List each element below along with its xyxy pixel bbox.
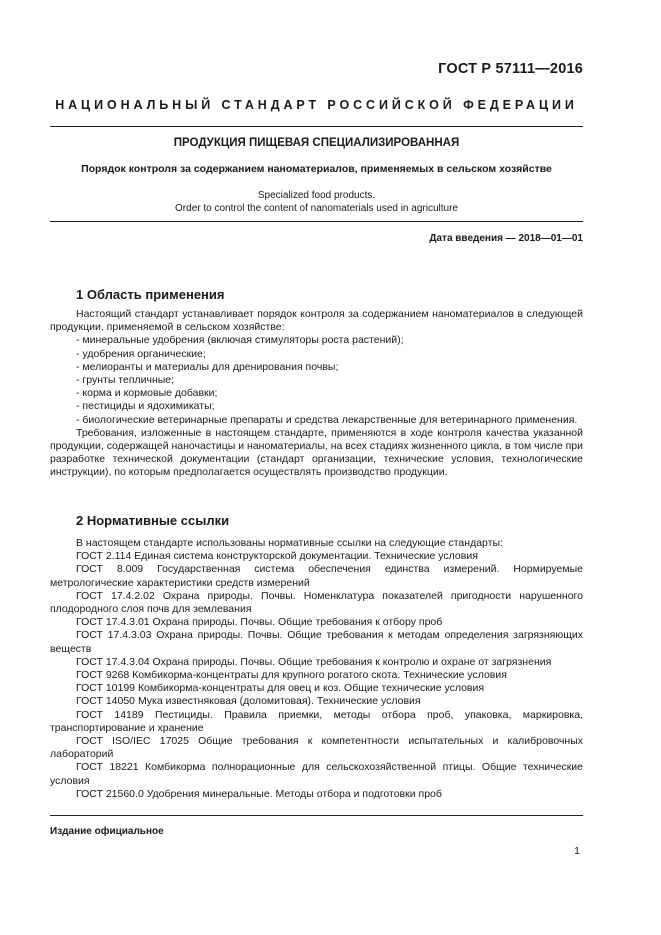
document-subtitle: Порядок контроля за содержанием наноматериалов, применяемых в сельском хозяйстве (81, 163, 552, 175)
normative-reference: ГОСТ 9268 Комбикорма-концентраты для крупного рогатого скота. Технические условия (76, 669, 507, 682)
normative-reference: ГОСТ 17.4.3.03 Охрана природы. Почвы. Общие требования к методам определения загрязняющих веществ (50, 629, 583, 655)
normative-reference: ГОСТ 2.114 Единая система конструкторской документации. Технические условия (76, 550, 478, 563)
section-1-list-item: - минеральные удобрения (включая стимуляторы роста растений); (76, 334, 404, 347)
section-1-list-item: - удобрения органические; (76, 347, 206, 360)
section-2-paragraph: В настоящем стандарте использованы нормативные ссылки на следующие стандарты: (76, 537, 503, 549)
section-1-list-item: - мелиоранты и материалы для дренирования почвы; (76, 360, 339, 373)
normative-reference: ГОСТ 17.4.3.01 Охрана природы. Почвы. Общие требования к отбору проб (76, 616, 443, 629)
normative-reference: ГОСТ 14050 Мука известняковая (доломитовая). Технические условия (76, 695, 421, 708)
normative-reference: ГОСТ 8.009 Государственная система обеспечения единства измерений. Нормируемые метрологические характеристики средств измерений (50, 563, 583, 589)
normative-reference: ГОСТ ISO/IEC 17025 Общие требования к компетентности испытательных и калибровочных лабораторий (50, 735, 583, 761)
english-title-line-1: Specialized food products. (257, 190, 376, 201)
normative-reference: ГОСТ 14189 Пестициды. Правила приемки, методы отбора проб, упаковка, маркировка, транспортирование и хранение (50, 708, 583, 734)
section-1-list-item: - пестициды и ядохимикаты; (76, 400, 215, 413)
english-title-line-2: Order to control the content of nanomaterials used in agriculture (175, 203, 458, 214)
section-1-paragraph: Настоящий стандарт устанавливает порядок контроля за содержанием наноматериалов в следующей продукции, применяемой в сельском хозяйстве: (50, 308, 583, 334)
normative-reference: ГОСТ 10199 Комбикорма-концентраты для овец и коз. Общие технические условия (76, 682, 485, 695)
edition-note: Издание официальное (50, 826, 164, 837)
normative-reference: ГОСТ 18221 Комбикорма полнорационные для сельскохозяйственной птицы. Общие технические условия (50, 761, 583, 787)
top-divider (50, 126, 583, 127)
normative-reference: ГОСТ 21560.0 Удобрения минеральные. Методы отбора и подготовки проб (76, 787, 442, 800)
document-number: ГОСТ Р 57111—2016 (438, 61, 583, 77)
document-title: ПРОДУКЦИЯ ПИЩЕВАЯ СПЕЦИАЛИЗИРОВАННАЯ (173, 137, 460, 149)
section-1-list-item: - грунты тепличные; (76, 374, 175, 387)
section-1-heading: 1 Область применения (76, 287, 225, 302)
section-1-body (50, 308, 583, 480)
english-title (50, 189, 583, 215)
section-2-heading: 2 Нормативные ссылки (76, 513, 230, 528)
section-1-list-item: - корма и кормовые добавки; (76, 387, 218, 400)
section-1-paragraph: Требования, изложенные в настоящем стандарте, применяются в ходе контроля качества указанной продукции, содержащей наночастицы и наноматериалы, на всех стадиях жизненного цикла, в том числе при разработке технической документации (стандарт организации, технические условия, технологические инструкции), по которым предполагается осуществлять производство продукции. (50, 426, 583, 479)
national-standard-title: НАЦИОНАЛЬНЫЙ СТАНДАРТ РОССИЙСКОЙ ФЕДЕРАЦИИ (55, 98, 578, 112)
title-divider (50, 221, 583, 222)
normative-reference: ГОСТ 17.4.3.04 Охрана природы. Почвы. Общие требования к контролю и охране от загрязнения (76, 655, 552, 668)
page-number: 1 (574, 845, 580, 857)
introduction-date: Дата введения — 2018—01—01 (429, 233, 583, 244)
footer-divider (50, 815, 583, 816)
section-2-body (50, 537, 583, 801)
normative-reference: ГОСТ 17.4.2.02 Охрана природы. Почвы. Номенклатура показателей пригодности нарушенного плодородного слоя почв для землевания (50, 589, 583, 616)
section-1-list-item: - биологические ветеринарные препараты и средства лекарственные для ветеринарного применения. (76, 413, 578, 426)
